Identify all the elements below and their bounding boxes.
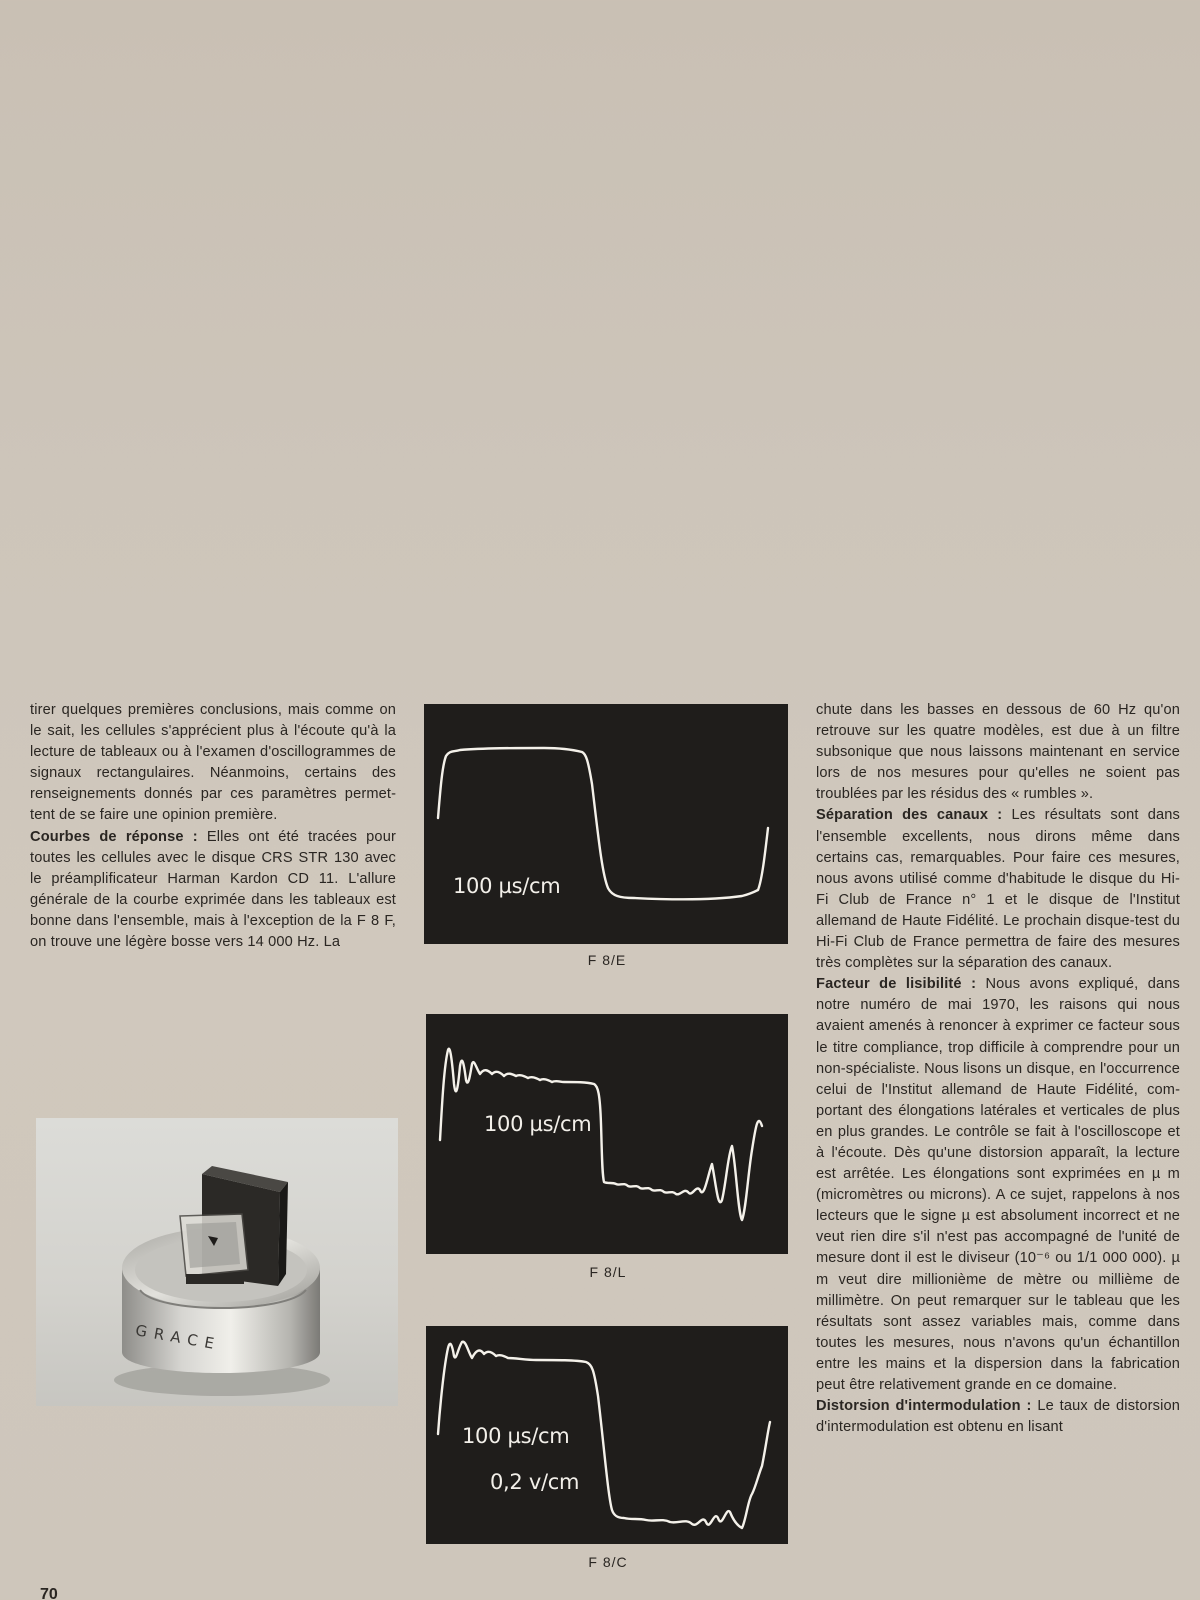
page-number: 70	[40, 1586, 58, 1600]
paragraph-lisibilite	[816, 974, 1180, 1396]
paragraph-courbes	[30, 827, 396, 954]
paragraph-courbes-body: Elles ont été tracées pour toutes les cellules avec le disque CRS STR 130 avec le préamplificateur Harman Kardon CD 11. L'allure générale de la courbe exprimée dans les tableaux est bonne dans l'ensemble, mais à l'exception de la F 8 F, on trouve une légère bosse vers 14 000 Hz. La	[30, 828, 396, 951]
left-text-column	[30, 700, 396, 953]
caption-f8e: F 8/E	[587, 952, 627, 968]
heading-intermodulation: Distorsion d'intermodulation :	[816, 1398, 1032, 1415]
heading-separation: Séparation des canaux :	[816, 807, 1003, 824]
oscillogram-f8e	[424, 704, 788, 944]
cartridge-photo	[36, 1118, 398, 1406]
paragraph-separation	[816, 805, 1180, 974]
heading-lisibilite: Facteur de lisibilité :	[816, 976, 977, 993]
grace-cartridge-image	[36, 1118, 398, 1406]
waveform-f8l	[426, 1014, 788, 1254]
waveform-f8e	[424, 704, 788, 944]
oscillogram-voltage-label: 0,2 v/cm	[490, 1470, 580, 1494]
svg-text:GRACE: GRACE	[134, 1321, 223, 1354]
paragraph-intermodulation-body: Le taux de distorsion d'intermodulation est obtenu en lisant	[816, 1398, 1180, 1436]
oscillogram-scale-label: 100 µs/cm	[484, 1112, 592, 1136]
paragraph-basses: chute dans les basses en dessous de 60 Hz qu'on retrouve sur les quatre modèles, est due à un filtre subsonique que nous laissons maintenant en service lors de nos mesures pour qu'elles ne soient pas troublées par les résidus des « rumbles ».	[816, 702, 1180, 803]
right-text-column	[816, 700, 1180, 1438]
caption-f8l: F 8/L	[589, 1264, 627, 1280]
oscillogram-f8c	[426, 1326, 788, 1544]
paragraph-intro: tirer quelques premières conclusions, mais comme on le sait, les cellules s'apprécient plus à l'écoute qu'à la lecture de tableaux ou à l'examen d'oscillogrammes de signaux rectangulaires. Néanmoins, certains des renseignements donnés par ces paramètres permettent de se faire une opinion première.	[30, 702, 396, 824]
oscillogram-scale-label: 100 µs/cm	[462, 1424, 570, 1448]
paragraph-separation-body: Les résultats sont dans l'ensemble excellents, nous dirons même dans certains cas, remarquables. Pour faire ces mesures, nous avons utilisé comme d'habitude le disque du Hi-Fi Club de France n° 1 et le disque de l'Institut allemand de Haute Fidélité. Le prochain disque-test du Hi-Fi Club de France permettra de faire des mesures très complètes sur la séparation des canaux.	[816, 807, 1180, 972]
oscillogram-f8l	[426, 1014, 788, 1254]
paragraph-intermodulation	[816, 1396, 1180, 1438]
oscillogram-scale-label: 100 µs/cm	[453, 874, 561, 898]
caption-f8c: F 8/C	[588, 1554, 628, 1570]
paragraph-lisibilite-body: Nous avons expliqué, dans notre numéro de mai 1970, les raisons qui nous avaient amenés à renoncer à exprimer ce facteur sous le titre compliance, trop difficile à comprendre pour un non-spécialiste. Nous lisons un disque, en l'occurrence celui de l'Institut allemand de Haute Fidélité, comportant des élongations latérales et verticales de plus en plus grandes. Le contrôle se fait à l'oscilloscope et à l'écoute. Dès qu'une distorsion apparaît, la lecture est arrêtée. Les élongations sont exprimées en µ m (micromètres ou microns). A ce sujet, rappelons à nos lecteurs que le signe µ est absolument incorrect et ne veut rien dire s'il n'est pas accompagné de l'unité de mesure dont il est le diviseur (10⁻⁶ ou 1/1 000 000). µ m veut dire millionième de mètre ou millième de millimètre. On peut remarquer sur le tableau que les résultats sont assez variables mais, comme dans toutes les mesures, nous n'avons qu'un échantillon entre les mains et la dispersion dans la fabrication peut être relativement grande en ce domaine.	[816, 976, 1180, 1393]
heading-courbes: Courbes de réponse :	[30, 828, 198, 845]
